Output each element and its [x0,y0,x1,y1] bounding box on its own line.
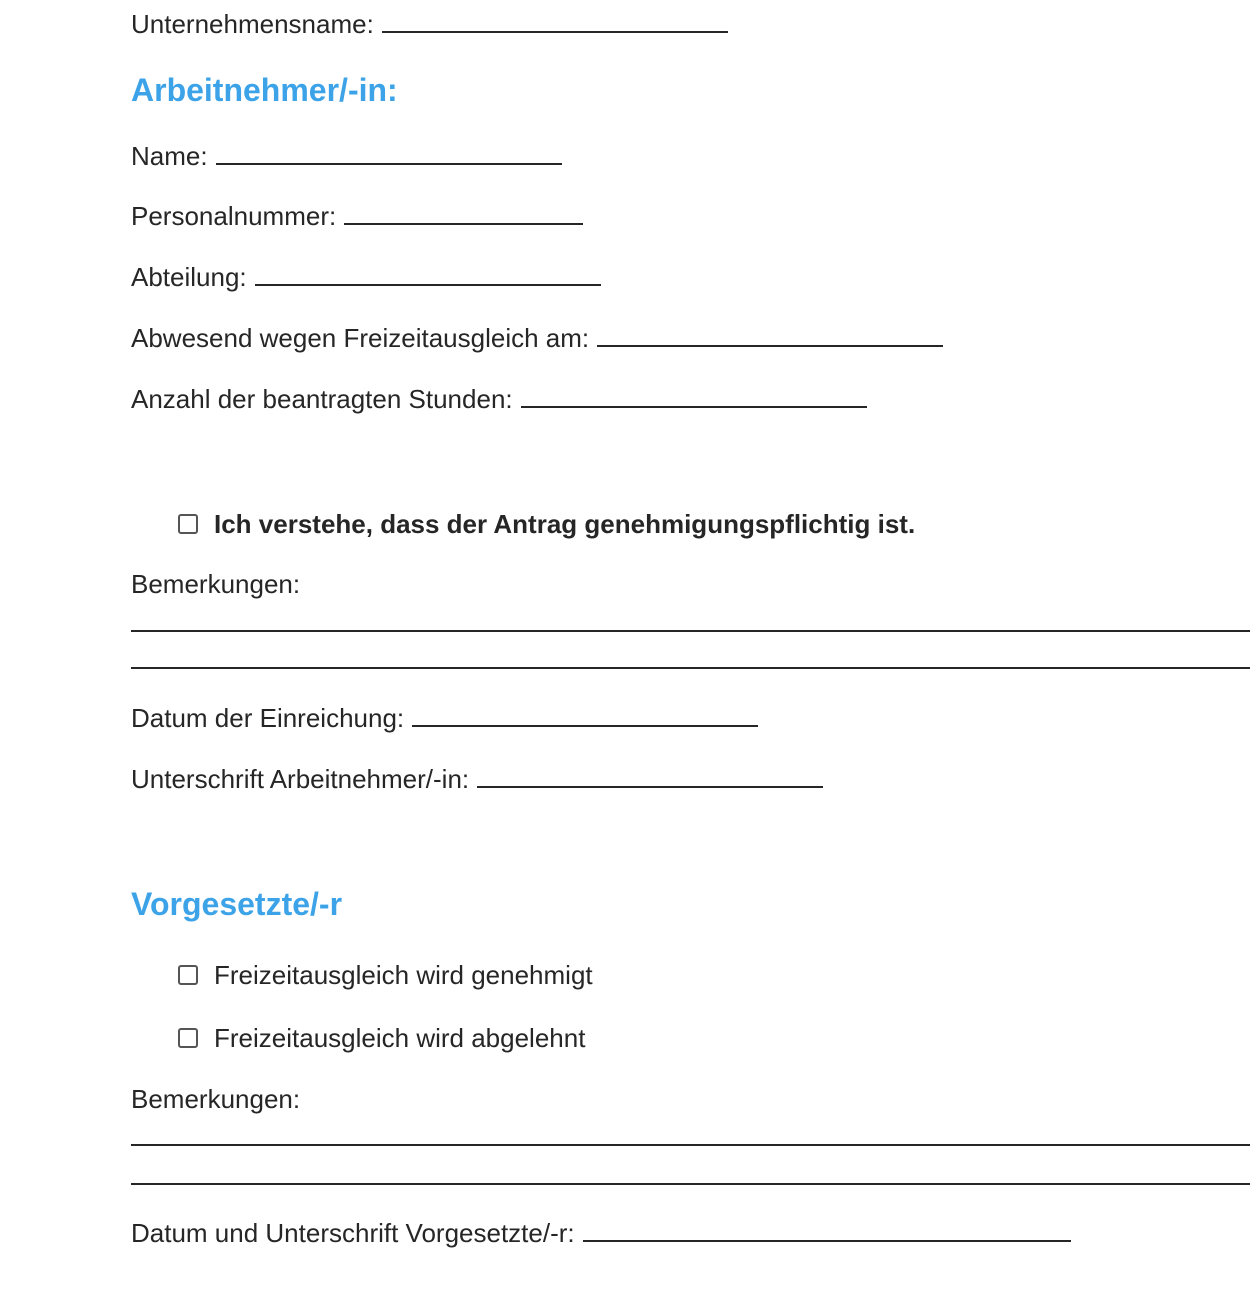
company-name-row [131,9,728,39]
reject-row [178,1023,585,1053]
reject-checkbox[interactable] [178,1028,198,1048]
reject-label: Freizeitausgleich wird abgelehnt [214,1023,586,1053]
employee-remarks-line-2[interactable] [131,667,1250,669]
acknowledge-row [178,509,915,539]
absent-on-row [131,323,943,353]
personnel-number-label: Personalnummer: [131,201,337,231]
supervisor-section-heading: Vorgesetzte/-r [131,886,343,922]
employee-section-heading: Arbeitnehmer/-in: [131,72,398,108]
supervisor-remarks-line-1[interactable] [131,1144,1250,1146]
supervisor-remarks-line-2[interactable] [131,1183,1250,1185]
supervisor-date-signature-field[interactable] [583,1218,1071,1242]
submission-date-label: Datum der Einreichung: [131,703,405,733]
company-name-field[interactable] [382,9,728,33]
department-field[interactable] [255,262,601,286]
employee-signature-label: Unterschrift Arbeitnehmer/-in: [131,764,470,794]
absent-on-label: Abwesend wegen Freizeitausgleich am: [131,323,590,353]
acknowledge-label: Ich verstehe, dass der Antrag genehmigungspflichtig ist. [214,509,916,539]
hours-row [131,384,867,414]
hours-label: Anzahl der beantragten Stunden: [131,384,513,414]
supervisor-remarks-label: Bemerkungen: [131,1084,301,1114]
approve-label: Freizeitausgleich wird genehmigt [214,960,593,990]
name-row [131,141,562,171]
approve-checkbox[interactable] [178,965,198,985]
name-label: Name: [131,141,208,171]
company-name-label: Unternehmensname: [131,9,374,39]
employee-signature-row [131,764,823,794]
hours-field[interactable] [521,384,867,408]
employee-signature-field[interactable] [477,764,823,788]
personnel-number-field[interactable] [344,201,583,225]
department-row [131,262,601,292]
name-field[interactable] [216,141,562,165]
supervisor-date-signature-label: Datum und Unterschrift Vorgesetzte/-r: [131,1218,575,1248]
department-label: Abteilung: [131,262,247,292]
acknowledge-checkbox[interactable] [178,514,198,534]
submission-date-row [131,703,758,733]
supervisor-date-signature-row [131,1218,1071,1248]
approve-row [178,960,593,990]
employee-remarks-label: Bemerkungen: [131,569,301,599]
personnel-number-row [131,201,583,231]
submission-date-field[interactable] [412,703,758,727]
absent-on-field[interactable] [597,323,943,347]
employee-remarks-line-1[interactable] [131,630,1250,632]
